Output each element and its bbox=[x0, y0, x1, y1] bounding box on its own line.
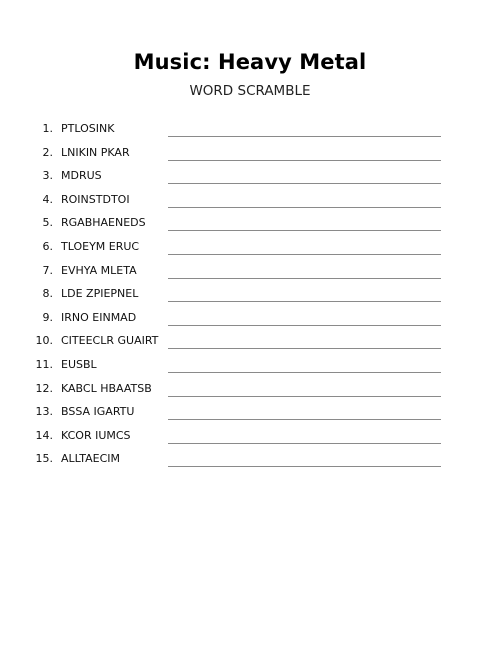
scramble-item bbox=[0, 376, 500, 400]
item-number: 10. bbox=[35, 334, 53, 348]
answer-line[interactable] bbox=[168, 325, 441, 326]
answer-line[interactable] bbox=[168, 372, 441, 373]
scrambled-word: RGABHAENEDS bbox=[61, 216, 146, 230]
scrambled-word: EUSBL bbox=[61, 357, 97, 371]
scramble-item bbox=[0, 234, 500, 258]
answer-line[interactable] bbox=[168, 348, 441, 349]
scrambled-word: MDRUS bbox=[61, 169, 102, 183]
scrambled-word: ROINSTDTOI bbox=[61, 192, 130, 206]
scramble-item bbox=[0, 328, 500, 352]
item-number: 15. bbox=[35, 452, 53, 466]
scrambled-word: PTLOSINK bbox=[61, 122, 115, 135]
item-number: 14. bbox=[35, 428, 53, 442]
item-number: 9. bbox=[42, 310, 53, 324]
scramble-item bbox=[0, 446, 500, 470]
scramble-item bbox=[0, 210, 500, 234]
scramble-item bbox=[0, 281, 500, 305]
answer-line[interactable] bbox=[168, 160, 441, 161]
item-number: 3. bbox=[42, 169, 53, 183]
scrambled-word: BSSA IGARTU bbox=[61, 405, 135, 419]
scrambled-word: CITEECLR GUAIRT bbox=[61, 334, 159, 348]
scramble-item bbox=[0, 140, 500, 164]
answer-line[interactable] bbox=[168, 207, 441, 208]
scramble-item bbox=[0, 116, 500, 140]
item-number: 5. bbox=[42, 216, 53, 230]
scramble-item bbox=[0, 305, 500, 329]
page-title: Music: Heavy Metal bbox=[133, 50, 367, 74]
item-number: 12. bbox=[35, 381, 53, 395]
scrambled-word: ALLTAECIM bbox=[61, 452, 121, 466]
item-number: 11. bbox=[35, 357, 53, 371]
scramble-item bbox=[0, 258, 500, 282]
scrambled-word: IRNO EINMAD bbox=[61, 310, 137, 324]
page-subtitle: WORD SCRAMBLE bbox=[189, 83, 311, 99]
scrambled-word: TLOEYM ERUC bbox=[61, 239, 140, 253]
answer-line[interactable] bbox=[168, 278, 441, 279]
item-number: 4. bbox=[42, 192, 53, 206]
item-number: 1. bbox=[42, 122, 53, 135]
item-number: 6. bbox=[42, 239, 53, 253]
answer-line[interactable] bbox=[168, 183, 441, 184]
answer-line[interactable] bbox=[168, 230, 441, 231]
item-number: 2. bbox=[42, 145, 53, 159]
answer-line[interactable] bbox=[168, 443, 441, 444]
item-number: 8. bbox=[42, 287, 53, 301]
answer-line[interactable] bbox=[168, 254, 441, 255]
answer-line[interactable] bbox=[168, 419, 441, 420]
scrambled-word: LDE ZPIEPNEL bbox=[61, 287, 139, 301]
item-number: 13. bbox=[35, 405, 53, 419]
scrambled-word: LNIKIN PKAR bbox=[61, 145, 130, 159]
scramble-item bbox=[0, 163, 500, 187]
answer-line[interactable] bbox=[168, 466, 441, 467]
scramble-item bbox=[0, 352, 500, 376]
scramble-list bbox=[0, 116, 500, 470]
answer-line[interactable] bbox=[168, 396, 441, 397]
scramble-item bbox=[0, 399, 500, 423]
scrambled-word: KABCL HBAATSB bbox=[61, 381, 152, 395]
item-number: 7. bbox=[42, 263, 53, 277]
scrambled-word: EVHYA MLETA bbox=[61, 263, 137, 277]
answer-line[interactable] bbox=[168, 301, 441, 302]
scramble-item bbox=[0, 187, 500, 211]
scrambled-word: KCOR IUMCS bbox=[61, 428, 131, 442]
scramble-item bbox=[0, 423, 500, 447]
answer-line[interactable] bbox=[168, 136, 441, 137]
